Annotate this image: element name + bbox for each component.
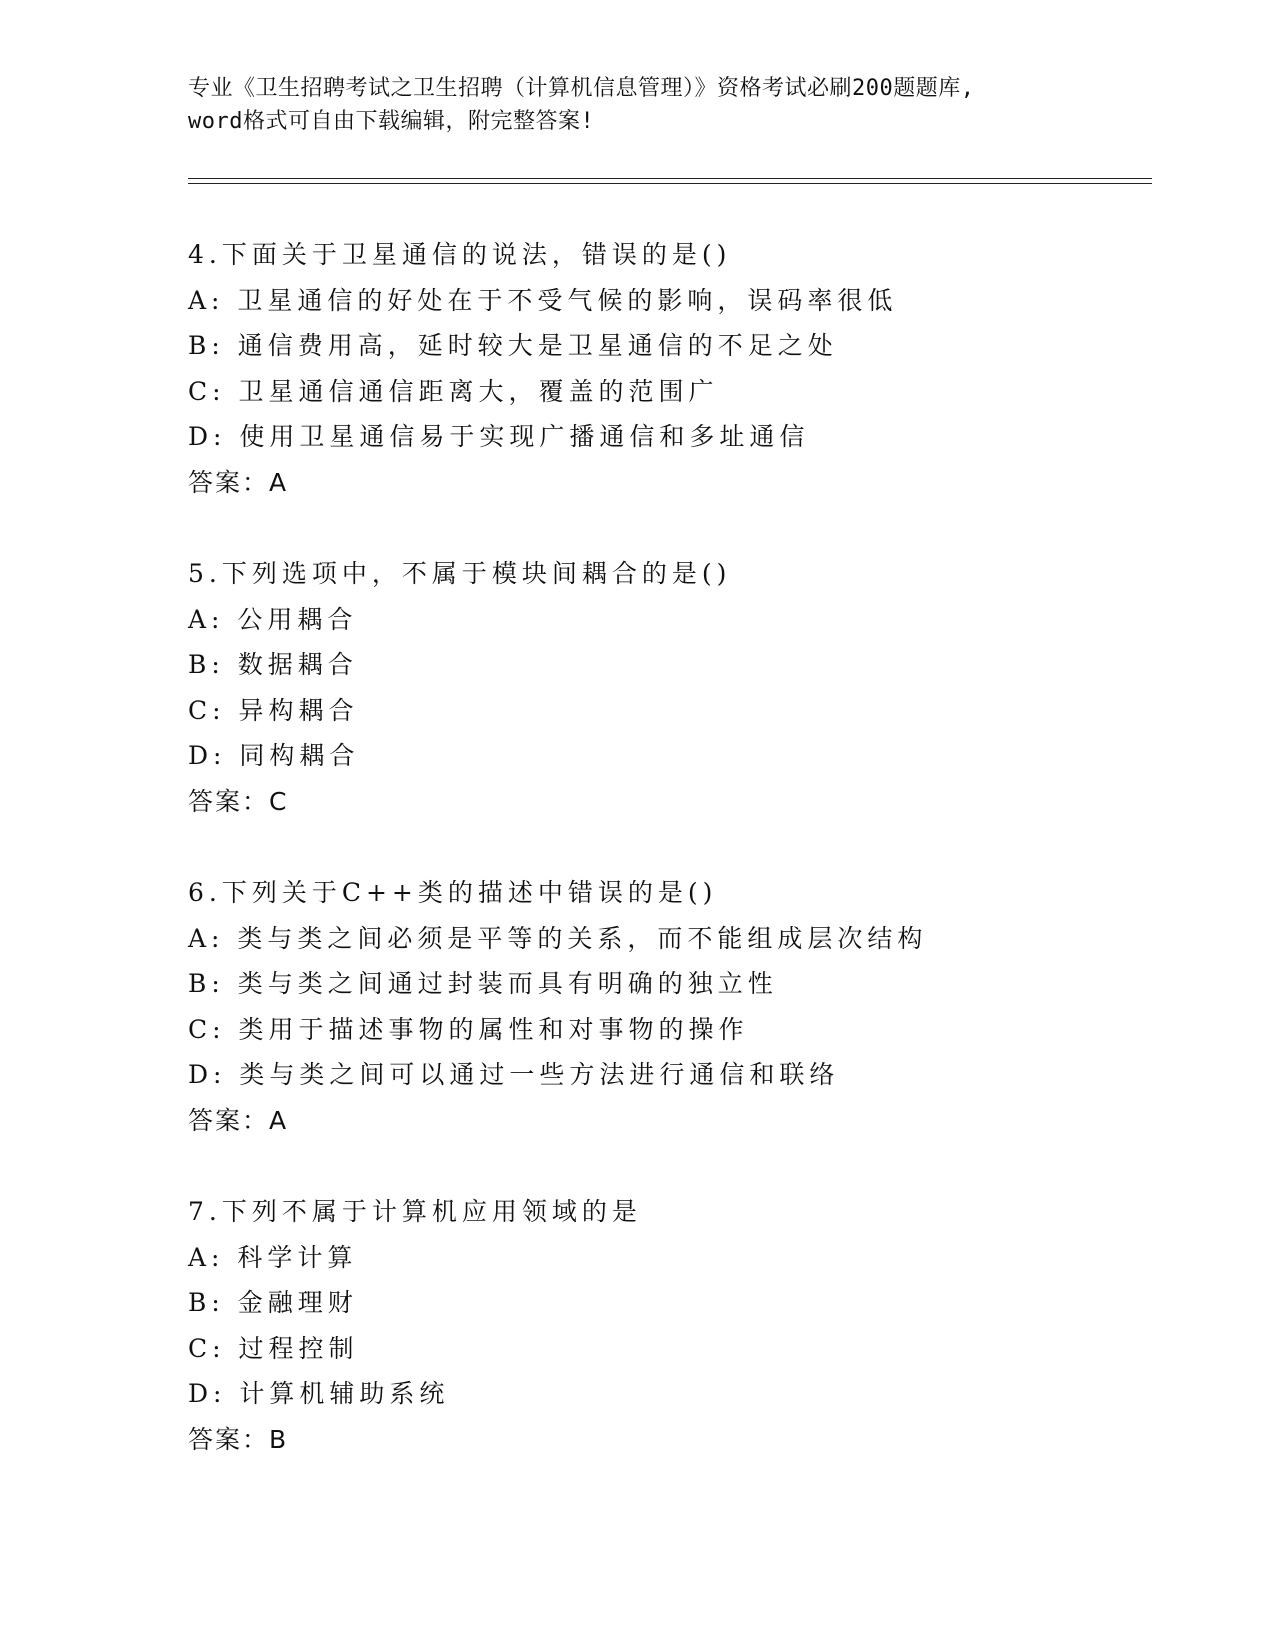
answer-line: 答案：B	[188, 1424, 289, 1454]
header-subtitle-line: word格式可自由下载编辑，附完整答案!	[188, 109, 595, 134]
document-header	[188, 72, 1088, 138]
option-b: B: 通信费用高，延时较大是卫星通信的不足之处	[188, 331, 838, 361]
option-d: D: 同构耦合	[188, 741, 360, 771]
option-a: A: 卫星通信的好处在于不受气候的影响，误码率很低	[188, 285, 898, 315]
option-d: D: 类与类之间可以通过一些方法进行通信和联络	[188, 1060, 840, 1090]
option-c: C: 卫星通信通信距离大，覆盖的范围广	[188, 376, 719, 406]
question-item	[188, 232, 1148, 551]
question-stem: 6.下列关于C++类的描述中错误的是()	[188, 878, 718, 907]
question-item	[188, 870, 1148, 1189]
option-c: C: 过程控制	[188, 1333, 359, 1363]
question-item	[188, 551, 1148, 870]
option-b: B: 数据耦合	[188, 650, 358, 680]
header-title-line: 专业《卫生招聘考试之卫生招聘（计算机信息管理）》资格考试必刷200题题库,	[188, 76, 975, 101]
header-divider-top	[188, 178, 1152, 179]
question-item	[188, 1189, 1148, 1508]
option-a: A: 科学计算	[188, 1242, 358, 1272]
option-c: C: 类用于描述事物的属性和对事物的操作	[188, 1014, 749, 1044]
option-c: C: 异构耦合	[188, 695, 359, 725]
question-stem: 5.下列选项中，不属于模块间耦合的是()	[188, 559, 732, 588]
option-b: B: 金融理财	[188, 1288, 358, 1318]
option-d: D: 使用卫星通信易于实现广播通信和多址通信	[188, 422, 810, 452]
question-stem: 4.下面关于卫星通信的说法，错误的是()	[188, 240, 732, 269]
option-a: A: 类与类之间必须是平等的关系，而不能组成层次结构	[188, 923, 928, 953]
option-d: D: 计算机辅助系统	[188, 1379, 450, 1409]
header-divider-bottom	[188, 183, 1152, 184]
option-b: B: 类与类之间通过封装而具有明确的独立性	[188, 969, 778, 999]
question-stem: 7.下列不属于计算机应用领域的是	[188, 1197, 642, 1226]
question-list	[188, 232, 1148, 1508]
answer-line: 答案：C	[188, 786, 289, 816]
option-a: A: 公用耦合	[188, 604, 358, 634]
answer-line: 答案：A	[188, 467, 289, 497]
answer-line: 答案：A	[188, 1105, 289, 1135]
